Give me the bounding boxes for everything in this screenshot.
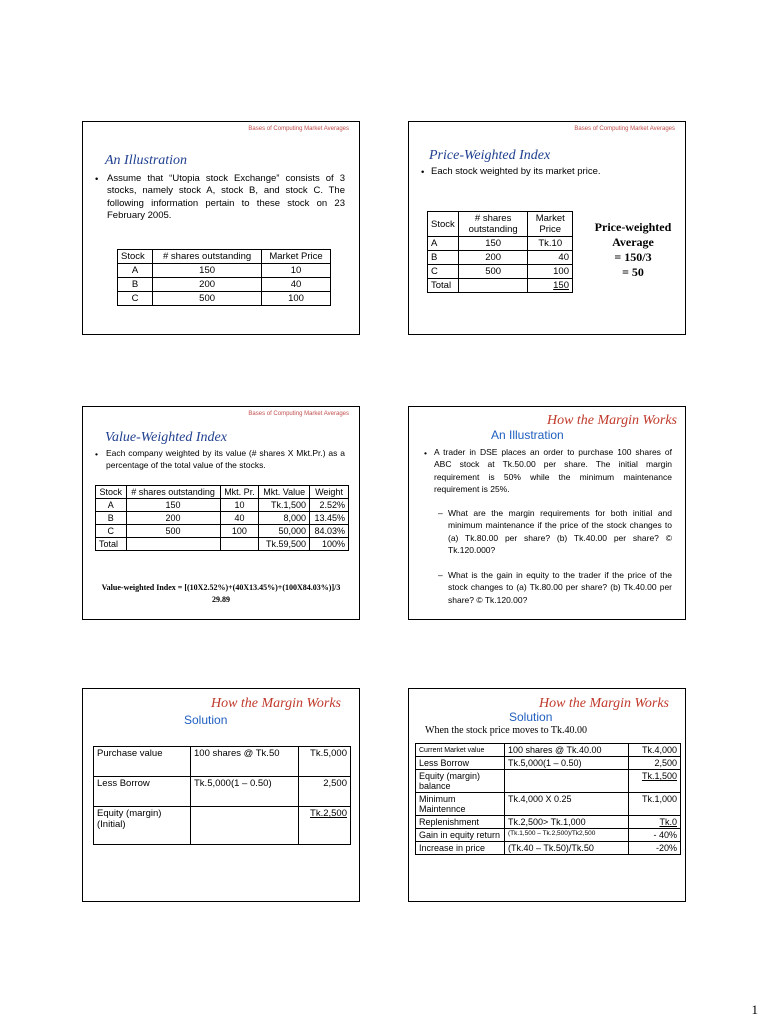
page-number: 1 <box>751 1002 758 1017</box>
table-cell: Tk.1,500 <box>629 770 681 793</box>
slide-margin-solution-initial <box>82 688 360 902</box>
bullet-icon: • <box>95 449 98 459</box>
bullet-icon: • <box>424 448 427 458</box>
slide-header: Bases of Computing Market Averages <box>248 411 349 417</box>
table-cell: Purchase value <box>94 747 191 777</box>
slide-header: Bases of Computing Market Averages <box>248 126 349 132</box>
table-cell: 500 <box>126 525 220 538</box>
table-cell: 200 <box>458 251 528 265</box>
table-cell: 100 <box>262 292 331 306</box>
slide-price-weighted-index <box>408 121 686 335</box>
table-cell: Increase in price <box>416 842 505 855</box>
slide-bullet-text: Each company weighted by its value (# shares X Mkt.Pr.) as a percentage of the total value of the stocks. <box>106 448 345 470</box>
table-cell: 2.52% <box>310 499 349 512</box>
table-cell: Less Borrow <box>94 777 191 807</box>
table-cell: 100 shares @ Tk.40.00 <box>505 744 629 757</box>
table-cell: Current Market value <box>416 744 505 757</box>
table-header: # shares outstanding <box>458 212 528 237</box>
slide-title: Value-Weighted Index <box>105 430 227 445</box>
table-cell: 40 <box>262 278 331 292</box>
slide-how-margin-works <box>408 406 686 620</box>
side-line: Price-weighted <box>594 220 672 234</box>
table-cell: 100 <box>220 525 259 538</box>
table-cell: 200 <box>153 278 262 292</box>
table-header: Weight <box>310 486 349 499</box>
stock-table <box>427 211 573 293</box>
table-cell: Tk.4,000 X 0.25 <box>505 793 629 816</box>
table-cell <box>126 538 220 551</box>
table-header: Stock <box>96 486 127 499</box>
table-cell: Tk.4,000 <box>629 744 681 757</box>
table-cell: Total <box>96 538 127 551</box>
table-header: Market Price <box>262 250 331 264</box>
table-header: Stock <box>428 212 459 237</box>
stock-table <box>117 249 331 306</box>
table-cell: A <box>96 499 127 512</box>
slide-bullet-text: Assume that “Utopia stock Exchange” consists of 3 stocks, namely stock A, stock B, and stock C. The following information pertain to these stock on 23 February 2005. <box>107 173 345 222</box>
table-cell: 40 <box>528 251 573 265</box>
table-cell: 40 <box>220 512 259 525</box>
table-cell: (Tk.40 – Tk.50)/Tk.50 <box>505 842 629 855</box>
table-cell: Tk.5,000 <box>299 747 351 777</box>
table-cell: 2,500 <box>299 777 351 807</box>
table-cell <box>458 279 528 293</box>
table-cell: Tk.2,500 <box>299 807 351 845</box>
table-cell: 50,000 <box>259 525 310 538</box>
table-cell: Tk.5,000(1 – 0.50) <box>505 757 629 770</box>
table-cell: Tk.5,000(1 – 0.50) <box>191 777 299 807</box>
slide-bullet-text: Each stock weighted by its market price. <box>431 166 601 177</box>
side-line: = 50 <box>622 265 644 279</box>
slide-subtitle: Solution <box>509 710 553 724</box>
table-cell: Replenishment <box>416 816 505 829</box>
bullet-icon: • <box>95 174 99 185</box>
table-cell: 100 shares @ Tk.50 <box>191 747 299 777</box>
table-cell: B <box>118 278 153 292</box>
table-cell: Minimum Maintennce <box>416 793 505 816</box>
slide-an-illustration <box>82 121 360 335</box>
table-cell: Tk.0 <box>629 816 681 829</box>
intro-text: When the stock price moves to Tk.40.00 <box>425 725 588 736</box>
slide-subtitle: An Illustration <box>491 428 564 442</box>
table-header: Mkt. Pr. <box>220 486 259 499</box>
table-cell: 8,000 <box>259 512 310 525</box>
table-cell: Equity (margin) (Initial) <box>94 807 191 845</box>
table-cell: (Tk.1,500 – Tk.2,500)/Tk2,500 <box>505 829 629 842</box>
table-cell: 13.45% <box>310 512 349 525</box>
price-weighted-average-text <box>587 220 679 280</box>
table-cell: 150 <box>126 499 220 512</box>
table-cell: Tk.10 <box>528 237 573 251</box>
table-cell: B <box>96 512 127 525</box>
table-cell: 100 <box>528 265 573 279</box>
slide-title: How the Margin Works <box>538 696 669 711</box>
table-cell: Less Borrow <box>416 757 505 770</box>
table-cell <box>220 538 259 551</box>
question-a-text: What are the margin requirements for both initial and minimum maintenance if the price of the stock changes to (a) Tk.80.00 per share? (b) Tk.40.00 per share? © Tk.120.000? <box>448 508 672 555</box>
slide-subtitle: Solution <box>184 713 228 727</box>
table-cell: Tk.2,500> Tk.1,000 <box>505 816 629 829</box>
table-cell: 10 <box>262 264 331 278</box>
table-cell: 84.03% <box>310 525 349 538</box>
slide-margin-solution-40 <box>408 688 686 902</box>
solution-table <box>93 746 351 845</box>
side-line: Average <box>612 235 654 249</box>
bullet-icon: • <box>421 167 425 178</box>
slide-value-weighted-index <box>82 406 360 620</box>
table-header: Stock <box>118 250 153 264</box>
side-line: = 150/3 <box>614 250 652 264</box>
table-cell <box>191 807 299 845</box>
table-cell: Gain in equity return <box>416 829 505 842</box>
table-cell: Equity (margin) balance <box>416 770 505 793</box>
table-header: Market Price <box>528 212 573 237</box>
table-cell: Total <box>428 279 459 293</box>
table-cell: 150 <box>528 279 573 293</box>
value-table <box>95 485 349 551</box>
question-b-text: What is the gain in equity to the trader if the price of the stock changes to (a) Tk.80.00 per share? (b) Tk.40.00 per share? © Tk.120.00? <box>448 570 672 605</box>
slide-title: How the Margin Works <box>546 413 677 428</box>
table-header: # shares outstanding <box>153 250 262 264</box>
table-cell: 10 <box>220 499 259 512</box>
slide-header: Bases of Computing Market Averages <box>574 126 675 132</box>
formula-text: Value-weighted Index = [(10X2.52%)+(40X13.45%)+(100X84.03%)]/3 <box>101 583 341 592</box>
table-cell: 150 <box>458 237 528 251</box>
table-cell: Tk.59,500 <box>259 538 310 551</box>
table-cell: A <box>428 237 459 251</box>
table-cell: 100% <box>310 538 349 551</box>
table-cell: A <box>118 264 153 278</box>
table-cell: -20% <box>629 842 681 855</box>
slide-title: Price-Weighted Index <box>429 148 551 163</box>
formula-result: 29.89 <box>212 595 230 604</box>
slide-title: An Illustration <box>105 153 188 168</box>
table-cell: - 40% <box>629 829 681 842</box>
table-cell: Tk.1,500 <box>259 499 310 512</box>
table-cell: C <box>118 292 153 306</box>
dash-icon: – <box>438 570 443 580</box>
slide-title: How the Margin Works <box>210 696 341 711</box>
slide-bullet-text: A trader in DSE places an order to purchase 100 shares of ABC stock at Tk.50.00 per share. The initial margin requirement is 50% while the minimum maintenance requirement is 25%. <box>434 447 672 494</box>
solution-table <box>415 743 681 855</box>
table-cell: 500 <box>153 292 262 306</box>
table-header: # shares outstanding <box>126 486 220 499</box>
table-cell: 200 <box>126 512 220 525</box>
table-cell: Tk.1,000 <box>629 793 681 816</box>
table-cell: 2,500 <box>629 757 681 770</box>
dash-icon: – <box>438 508 443 518</box>
table-cell <box>505 770 629 793</box>
table-header: Mkt. Value <box>259 486 310 499</box>
table-cell: 500 <box>458 265 528 279</box>
table-cell: B <box>428 251 459 265</box>
table-cell: C <box>428 265 459 279</box>
table-cell: 150 <box>153 264 262 278</box>
table-cell: C <box>96 525 127 538</box>
